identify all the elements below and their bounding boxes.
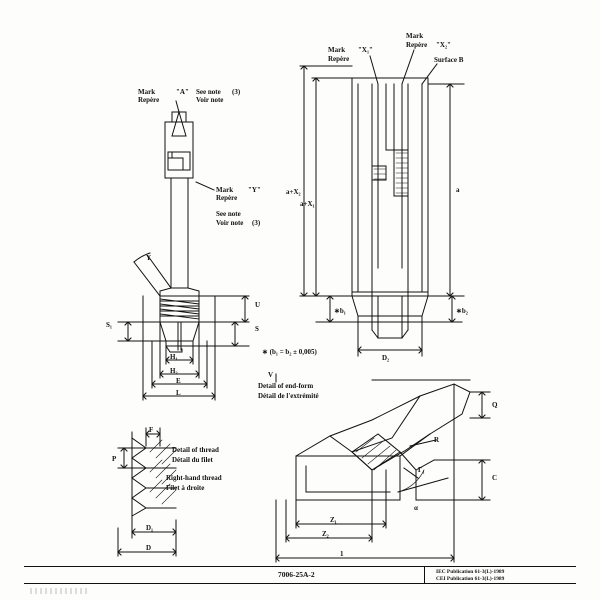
mark-x2-line2: Repère — [406, 41, 428, 49]
mark-y-note-en: See note — [216, 210, 241, 218]
thread-hand-fr: Filet à droite — [166, 484, 205, 492]
dim-f: F — [149, 426, 154, 434]
dim-overall-1: 1 — [340, 550, 344, 558]
dim-alpha: α — [414, 504, 418, 512]
dim-s: S — [255, 325, 259, 333]
dim-q: Q — [492, 401, 498, 409]
dim-r: R — [434, 436, 440, 444]
dim-y: Y — [146, 254, 152, 262]
mark-x1-line1: Mark — [328, 46, 346, 54]
footer-rule-top — [24, 566, 576, 567]
dim-h1: H₁ — [170, 353, 178, 361]
mark-y-quoted: "Y" — [248, 186, 261, 194]
dim-z1: Z₁ — [330, 516, 337, 524]
b-tolerance-note: ∗ (b₁ = b₂ ± 0,005) — [262, 348, 317, 356]
mark-y-note-ref: (3) — [252, 219, 261, 227]
dim-h2: H₂ — [170, 367, 178, 375]
mark-a-label-line1: Mark — [138, 88, 156, 96]
dim-u: U — [255, 301, 261, 309]
mark-x1-line2: Repère — [328, 55, 350, 63]
publication-line-cei: CEI Publication 61-3(L)-1989 — [436, 576, 505, 582]
mark-y-label-line2: Repère — [216, 194, 238, 202]
mark-a-note-en: See note — [196, 88, 221, 96]
mark-a-quoted: "A" — [176, 88, 189, 96]
dim-b2: ∗b₂ — [456, 307, 468, 315]
mark-a-label-line2: Repère — [138, 96, 160, 104]
dim-c: C — [492, 474, 498, 482]
thread-detail-title-en: Detail of thread — [172, 446, 219, 454]
dim-e: E — [176, 377, 181, 385]
mark-x2-quoted: "X₂" — [436, 41, 451, 49]
dim-b1: ∗b₁ — [334, 307, 346, 315]
scan-artifact — [30, 588, 90, 594]
surface-b-label: Surface B — [434, 56, 464, 64]
mark-y-label-line1: Mark — [216, 186, 234, 194]
footer-rule-bottom — [24, 583, 576, 584]
endform-title-fr: Détail de l'extrémité — [258, 392, 319, 400]
mark-a-note-ref: (3) — [232, 88, 241, 96]
dim-s1: S₁ — [106, 321, 112, 329]
dim-z2: Z₂ — [322, 530, 329, 538]
dim-a: a — [456, 186, 460, 194]
dim-d2: D₂ — [382, 354, 390, 362]
dim-p: P — [112, 455, 117, 463]
publication-line-iec: IEC Publication 61-3(L)-1989 — [436, 569, 505, 575]
footer-divider — [424, 566, 425, 584]
endform-title-en: Detail of end-form — [258, 382, 314, 390]
dim-a-plus-x1: a+X₁ — [300, 200, 315, 208]
mark-x2-line1: Mark — [406, 32, 424, 40]
dim-d: D — [146, 544, 152, 552]
mark-a-note-fr: Voir note — [196, 96, 224, 104]
dim-l: L — [176, 389, 181, 397]
dim-a-plus-x2: a+X₂ — [286, 188, 301, 196]
mark-x1-quoted: "X₁" — [358, 46, 373, 54]
dim-d1: D₁ — [146, 524, 154, 532]
thread-hand-en: Right-hand thread — [166, 474, 222, 482]
mark-y-note-fr: Voir note — [216, 219, 244, 227]
drawing-number: 7006-25A-2 — [278, 570, 315, 579]
dim-v: V — [268, 371, 274, 379]
thread-detail-title-fr: Détail du filet — [172, 456, 213, 464]
dim-gamma1: Γ₁ — [418, 466, 425, 474]
